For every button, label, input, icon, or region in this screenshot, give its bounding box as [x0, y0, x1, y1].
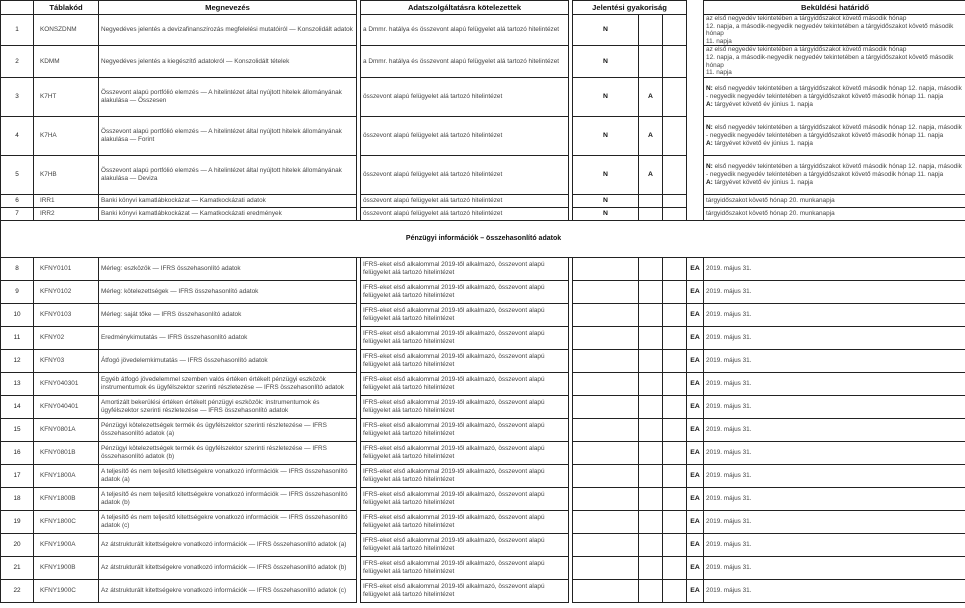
table-name: A teljesítő és nem teljesítő kitettségekre vonatkozó információk — IFRS összehasonlító adatok (c) — [99, 510, 357, 533]
obliged-entity: összevont alapú felügyelet alá tartozó hitelintézet — [361, 116, 569, 155]
obliged-entity: IFRS-eket első alkalommal 2019-től alkalmazó, összevont alapú felügyelet alá tartozó hitelintézet — [361, 257, 569, 280]
table-name: Pénzügyi kötelezettségek termék és ügyfélszektor szerinti részletezése — IFRS összehasonlító adatok (a) — [99, 418, 357, 441]
deadline: 2019. május 31. — [704, 395, 965, 418]
frequency-flag — [639, 510, 663, 533]
deadline-label: N: — [706, 163, 713, 171]
table-code: K7HT — [34, 77, 99, 116]
table-code: KFNY0801A — [34, 418, 99, 441]
deadline: 2019. május 31. — [704, 257, 965, 280]
table-code: IRR1 — [34, 194, 99, 207]
frequency-flag — [663, 155, 687, 194]
frequency-flag: EA — [687, 418, 704, 441]
table-name: Átfogó jövedelemkimutatás — IFRS összehasonlító adatok — [99, 349, 357, 372]
header-deadline: Beküldési határidő — [704, 1, 965, 15]
row-number: 10 — [1, 303, 34, 326]
obliged-entity: IFRS-eket első alkalommal 2019-től alkalmazó, összevont alapú felügyelet alá tartozó hitelintézet — [361, 510, 569, 533]
obliged-entity: IFRS-eket első alkalommal 2019-től alkalmazó, összevont alapú felügyelet alá tartozó hitelintézet — [361, 372, 569, 395]
row-number: 9 — [1, 280, 34, 303]
table-row — [1, 303, 965, 326]
deadline — [704, 116, 965, 155]
row-number: 16 — [1, 441, 34, 464]
deadline-label: A: — [706, 100, 713, 108]
table-row — [1, 579, 965, 602]
row-number: 11 — [1, 326, 34, 349]
table-row — [1, 556, 965, 579]
frequency-flag — [573, 556, 639, 579]
table-body-bottom — [1, 257, 965, 602]
deadline: 2019. május 31. — [704, 579, 965, 602]
table-code: KFNY1900B — [34, 556, 99, 579]
table-code: KFNY02 — [34, 326, 99, 349]
frequency-flag — [639, 464, 663, 487]
frequency-flag — [663, 510, 687, 533]
frequency-flag — [663, 116, 687, 155]
frequency-flag — [639, 579, 663, 602]
frequency-flag: N — [573, 77, 639, 116]
obliged-entity: IFRS-eket első alkalommal 2019-től alkalmazó, összevont alapú felügyelet alá tartozó hitelintézet — [361, 556, 569, 579]
frequency-flag — [663, 207, 687, 220]
deadline-line: tárgyidőszakot követő hónap 20. munkanapja — [706, 209, 835, 217]
deadline: 2019. május 31. — [704, 280, 965, 303]
column-gap — [687, 1, 704, 15]
table-code: KFNY0101 — [34, 257, 99, 280]
table-name: Amortizált bekerülési értéken értékelt pénzügyi eszközök: instrumentumok és ügyfélszektor szerinti részletezése — IFRS összehasonlító adatok — [99, 395, 357, 418]
obliged-entity: IFRS-eket első alkalommal 2019-től alkalmazó, összevont alapú felügyelet alá tartozó hitelintézet — [361, 280, 569, 303]
frequency-flag: N — [573, 155, 639, 194]
frequency-flag — [639, 349, 663, 372]
table-name: A teljesítő és nem teljesítő kitettségekre vonatkozó információk — IFRS összehasonlító adatok (b) — [99, 487, 357, 510]
deadline-label: N: — [706, 124, 713, 132]
column-gap — [687, 15, 704, 46]
frequency-flag — [639, 15, 663, 46]
deadline-text: tárgyévet követő év június 1. napja — [714, 139, 813, 147]
frequency-flag: EA — [687, 464, 704, 487]
frequency-flag — [663, 46, 687, 77]
deadline: 2019. május 31. — [704, 510, 965, 533]
frequency-flag — [639, 395, 663, 418]
table-code: KFNY0103 — [34, 303, 99, 326]
deadline-text: első negyedév tekintetében a tárgyidőszakot követő második hónap 12. napja, második - negyedik negyedév tekintetében a tárgyidőszakot követő második hónap 11. napja — [706, 85, 962, 100]
frequency-flag — [639, 257, 663, 280]
deadline — [704, 15, 965, 46]
column-gap — [687, 207, 704, 220]
table-row — [1, 77, 965, 116]
deadline-quarterly — [706, 85, 964, 100]
table-code: KFNY040401 — [34, 395, 99, 418]
deadline: 2019. május 31. — [704, 441, 965, 464]
frequency-flag: EA — [687, 533, 704, 556]
table-body-top — [1, 15, 965, 221]
frequency-flag — [663, 15, 687, 46]
deadline: 2019. május 31. — [704, 556, 965, 579]
row-number: 18 — [1, 487, 34, 510]
deadline: 2019. május 31. — [704, 533, 965, 556]
obliged-entity: a Dmmr. hatálya és összevont alapú felügyelet alá tartozó hitelintézet — [361, 46, 569, 77]
frequency-flag: EA — [687, 579, 704, 602]
table-row — [1, 464, 965, 487]
table-name: Egyéb átfogó jövedelemmel szemben valós értéken értékelt pénzügyi eszközök instrumentumok és ügyfélszektor szerinti részletezése — IFRS összehasonlító adatok — [99, 372, 357, 395]
deadline-annual — [706, 101, 964, 109]
table-row — [1, 46, 965, 77]
frequency-flag — [663, 372, 687, 395]
row-number: 19 — [1, 510, 34, 533]
obliged-entity: összevont alapú felügyelet alá tartozó hitelintézet — [361, 77, 569, 116]
obliged-entity: IFRS-eket első alkalommal 2019-től alkalmazó, összevont alapú felügyelet alá tartozó hitelintézet — [361, 464, 569, 487]
column-gap — [687, 194, 704, 207]
frequency-flag — [663, 533, 687, 556]
deadline-label: N: — [706, 85, 713, 93]
section-row-group — [1, 220, 965, 257]
row-number: 3 — [1, 77, 34, 116]
table-code: KFNY1800A — [34, 464, 99, 487]
frequency-flag — [663, 194, 687, 207]
frequency-flag — [639, 533, 663, 556]
frequency-flag — [573, 303, 639, 326]
table-row — [1, 395, 965, 418]
table-name: Az átstrukturált kitettségekre vonatkozó információk — IFRS összehasonlító adatok (a) — [99, 533, 357, 556]
header-frequency: Jelentési gyakoriság — [573, 1, 687, 15]
deadline-quarterly — [706, 163, 964, 178]
frequency-flag — [573, 372, 639, 395]
table-name: Banki könyvi kamatlábkockázat — Kamatkockázati eredmények — [99, 207, 357, 220]
table-name: Összevont alapú portfólió elemzés — A hitelintézet által nyújtott hitelek állományának alakulása — Forint — [99, 116, 357, 155]
table-row — [1, 207, 965, 220]
deadline-line: 12. napja, a második-negyedik negyedév tekintetében a tárgyidőszakot követő második hónap — [706, 22, 954, 38]
deadline — [704, 155, 965, 194]
frequency-flag — [663, 257, 687, 280]
row-number: 6 — [1, 194, 34, 207]
table-row — [1, 194, 965, 207]
frequency-flag — [573, 510, 639, 533]
frequency-flag — [663, 464, 687, 487]
frequency-flag: N — [573, 207, 639, 220]
table-code: KFNY0801B — [34, 441, 99, 464]
deadline: 2019. május 31. — [704, 372, 965, 395]
frequency-flag — [573, 349, 639, 372]
frequency-flag — [639, 194, 663, 207]
frequency-flag: EA — [687, 349, 704, 372]
header-obliged: Adatszolgáltatásra kötelezettek — [361, 1, 569, 15]
frequency-flag — [573, 280, 639, 303]
obliged-entity: összevont alapú felügyelet alá tartozó hitelintézet — [361, 207, 569, 220]
frequency-flag — [663, 326, 687, 349]
frequency-flag — [663, 487, 687, 510]
header-row — [1, 1, 965, 15]
row-number: 5 — [1, 155, 34, 194]
frequency-flag: A — [639, 116, 663, 155]
obliged-entity: IFRS-eket első alkalommal 2019-től alkalmazó, összevont alapú felügyelet alá tartozó hitelintézet — [361, 487, 569, 510]
obliged-entity: összevont alapú felügyelet alá tartozó hitelintézet — [361, 194, 569, 207]
row-number: 4 — [1, 116, 34, 155]
table-name: Negyedéves jelentés a devizafinanszírozás megfelelési mutatóiról — Konszolidált adatok — [99, 15, 357, 46]
table-row — [1, 533, 965, 556]
obliged-entity: IFRS-eket első alkalommal 2019-től alkalmazó, összevont alapú felügyelet alá tartozó hitelintézet — [361, 441, 569, 464]
deadline-text: tárgyévet követő év június 1. napja — [714, 100, 813, 108]
header-num — [1, 1, 34, 15]
column-gap — [687, 77, 704, 116]
frequency-flag: N — [573, 194, 639, 207]
table-name: Negyedéves jelentés a kiegészítő adatokról — Konszolidált tételek — [99, 46, 357, 77]
frequency-flag — [573, 326, 639, 349]
row-number: 13 — [1, 372, 34, 395]
table-code: KFNY1800B — [34, 487, 99, 510]
table-name: Összevont alapú portfólió elemzés — A hitelintézet által nyújtott hitelek állományának alakulása — Deviza — [99, 155, 357, 194]
frequency-flag — [663, 579, 687, 602]
row-number: 12 — [1, 349, 34, 372]
table-code: KFNY03 — [34, 349, 99, 372]
frequency-flag — [639, 556, 663, 579]
row-number: 22 — [1, 579, 34, 602]
frequency-flag — [573, 441, 639, 464]
deadline-line: 12. napja, a második-negyedik negyedév tekintetében a tárgyidőszakot követő második hónap — [706, 53, 954, 69]
deadline-line: 11. napja — [706, 37, 732, 45]
obliged-entity: IFRS-eket első alkalommal 2019-től alkalmazó, összevont alapú felügyelet alá tartozó hitelintézet — [361, 395, 569, 418]
deadline-text: első negyedév tekintetében a tárgyidőszakot követő második hónap 12. napja, második - negyedik negyedév tekintetében a tárgyidőszakot követő második hónap 11. napja — [706, 124, 962, 139]
table-name: Eredménykimutatás — IFRS összehasonlító adatok — [99, 326, 357, 349]
frequency-flag — [573, 257, 639, 280]
deadline-line: 11. napja — [706, 69, 732, 77]
frequency-flag: EA — [687, 257, 704, 280]
obliged-entity: IFRS-eket első alkalommal 2019-től alkalmazó, összevont alapú felügyelet alá tartozó hitelintézet — [361, 326, 569, 349]
frequency-flag — [639, 441, 663, 464]
row-number: 20 — [1, 533, 34, 556]
deadline-annual — [706, 140, 964, 148]
frequency-flag — [663, 77, 687, 116]
table-row — [1, 280, 965, 303]
frequency-flag — [663, 349, 687, 372]
deadline-quarterly — [706, 124, 964, 139]
deadline: 2019. május 31. — [704, 487, 965, 510]
deadline — [704, 46, 965, 77]
table-row — [1, 487, 965, 510]
row-number: 8 — [1, 257, 34, 280]
obliged-entity: IFRS-eket első alkalommal 2019-től alkalmazó, összevont alapú felügyelet alá tartozó hitelintézet — [361, 579, 569, 602]
frequency-flag: EA — [687, 556, 704, 579]
table-name: Az átstrukturált kitettségekre vonatkozó információk — IFRS összehasonlító adatok (b) — [99, 556, 357, 579]
deadline — [704, 194, 965, 207]
deadline-label: A: — [706, 178, 713, 186]
obliged-entity: IFRS-eket első alkalommal 2019-től alkalmazó, összevont alapú felügyelet alá tartozó hitelintézet — [361, 303, 569, 326]
row-number: 2 — [1, 46, 34, 77]
table-row — [1, 372, 965, 395]
deadline-text: első negyedév tekintetében a tárgyidőszakot követő második hónap 12. napja, második - negyedik negyedév tekintetében a tárgyidőszakot követő második hónap 11. napja — [706, 163, 962, 178]
frequency-flag — [639, 46, 663, 77]
frequency-flag: N — [573, 15, 639, 46]
obliged-entity: a Dmmr. hatálya és összevont alapú felügyelet alá tartozó hitelintézet — [361, 15, 569, 46]
frequency-flag — [573, 418, 639, 441]
deadline: 2019. május 31. — [704, 464, 965, 487]
section-title: Pénzügyi információk – összehasonlító adatok — [1, 220, 965, 257]
frequency-flag — [639, 487, 663, 510]
frequency-flag: EA — [687, 326, 704, 349]
table-row — [1, 257, 965, 280]
table-row — [1, 418, 965, 441]
obliged-entity: IFRS-eket első alkalommal 2019-től alkalmazó, összevont alapú felügyelet alá tartozó hitelintézet — [361, 418, 569, 441]
deadline-text: tárgyévet követő év június 1. napja — [714, 178, 813, 186]
frequency-flag: EA — [687, 510, 704, 533]
obliged-entity: összevont alapú felügyelet alá tartozó hitelintézet — [361, 155, 569, 194]
row-number: 7 — [1, 207, 34, 220]
section-row — [1, 220, 965, 257]
table-code: KDMM — [34, 46, 99, 77]
deadline-line: tárgyidőszakot követő hónap 20. munkanapja — [706, 196, 835, 204]
frequency-flag — [639, 280, 663, 303]
frequency-flag — [573, 395, 639, 418]
frequency-flag — [663, 280, 687, 303]
frequency-flag: A — [639, 77, 663, 116]
frequency-flag — [639, 207, 663, 220]
table-name: Banki könyvi kamatlábkockázat — Kamatkockázati adatok — [99, 194, 357, 207]
frequency-flag — [663, 418, 687, 441]
frequency-flag — [663, 556, 687, 579]
table-name: Az átstrukturált kitettségekre vonatkozó információk — IFRS összehasonlító adatok (c) — [99, 579, 357, 602]
obliged-entity: IFRS-eket első alkalommal 2019-től alkalmazó, összevont alapú felügyelet alá tartozó hitelintézet — [361, 533, 569, 556]
table-row — [1, 510, 965, 533]
deadline — [704, 207, 965, 220]
table-row — [1, 441, 965, 464]
table-row — [1, 15, 965, 46]
table-code: K7HA — [34, 116, 99, 155]
deadline: 2019. május 31. — [704, 349, 965, 372]
table-name: A teljesítő és nem teljesítő kitettségekre vonatkozó információk — IFRS összehasonlító adatok (a) — [99, 464, 357, 487]
deadline-line: az első negyedév tekintetében a tárgyidőszakot követő második hónap — [706, 15, 907, 22]
table-code: KONSZDNM — [34, 15, 99, 46]
header-code: Táblakód — [34, 1, 99, 15]
column-gap — [687, 155, 704, 194]
frequency-flag: A — [639, 155, 663, 194]
table-code: KFNY0102 — [34, 280, 99, 303]
deadline: 2019. május 31. — [704, 303, 965, 326]
frequency-flag: EA — [687, 441, 704, 464]
table-name: Mérleg: eszközök — IFRS összehasonlító adatok — [99, 257, 357, 280]
table-name: Mérleg: saját tőke — IFRS összehasonlító adatok — [99, 303, 357, 326]
frequency-flag — [639, 326, 663, 349]
deadline-annual — [706, 179, 964, 187]
row-number: 1 — [1, 15, 34, 46]
frequency-flag — [639, 372, 663, 395]
frequency-flag — [573, 464, 639, 487]
frequency-flag: EA — [687, 280, 704, 303]
table-code: KFNY040301 — [34, 372, 99, 395]
frequency-flag — [663, 441, 687, 464]
frequency-flag — [639, 303, 663, 326]
table-code: IRR2 — [34, 207, 99, 220]
table-name: Pénzügyi kötelezettségek termék és ügyfélszektor szerinti részletezése — IFRS összehasonlító adatok (b) — [99, 441, 357, 464]
frequency-flag: EA — [687, 372, 704, 395]
deadline: 2019. május 31. — [704, 418, 965, 441]
frequency-flag: N — [573, 46, 639, 77]
frequency-flag — [573, 579, 639, 602]
table-row — [1, 116, 965, 155]
row-number: 15 — [1, 418, 34, 441]
table-name: Összevont alapú portfólió elemzés — A hitelintézet által nyújtott hitelek állományának alakulása — Összesen — [99, 77, 357, 116]
frequency-flag — [573, 533, 639, 556]
frequency-flag — [573, 487, 639, 510]
deadline-line: az első negyedév tekintetében a tárgyidőszakot követő második hónap — [706, 46, 907, 54]
frequency-flag: EA — [687, 395, 704, 418]
frequency-flag — [663, 303, 687, 326]
frequency-flag: EA — [687, 487, 704, 510]
table-code: KFNY1900A — [34, 533, 99, 556]
frequency-flag: N — [573, 116, 639, 155]
row-number: 21 — [1, 556, 34, 579]
deadline-label: A: — [706, 139, 713, 147]
header-name: Megnevezés — [99, 1, 357, 15]
table-row — [1, 155, 965, 194]
frequency-flag — [663, 395, 687, 418]
table-row — [1, 326, 965, 349]
table-code: K7HB — [34, 155, 99, 194]
table-code: KFNY1800C — [34, 510, 99, 533]
obliged-entity: IFRS-eket első alkalommal 2019-től alkalmazó, összevont alapú felügyelet alá tartozó hitelintézet — [361, 349, 569, 372]
table-code: KFNY1900C — [34, 579, 99, 602]
row-number: 14 — [1, 395, 34, 418]
frequency-flag — [639, 418, 663, 441]
table-name: Mérleg: kötelezettségek — IFRS összehasonlító adatok — [99, 280, 357, 303]
row-number: 17 — [1, 464, 34, 487]
deadline: 2019. május 31. — [704, 326, 965, 349]
table-row — [1, 349, 965, 372]
column-gap — [687, 116, 704, 155]
frequency-flag: EA — [687, 303, 704, 326]
deadline — [704, 77, 965, 116]
column-gap — [687, 46, 704, 77]
